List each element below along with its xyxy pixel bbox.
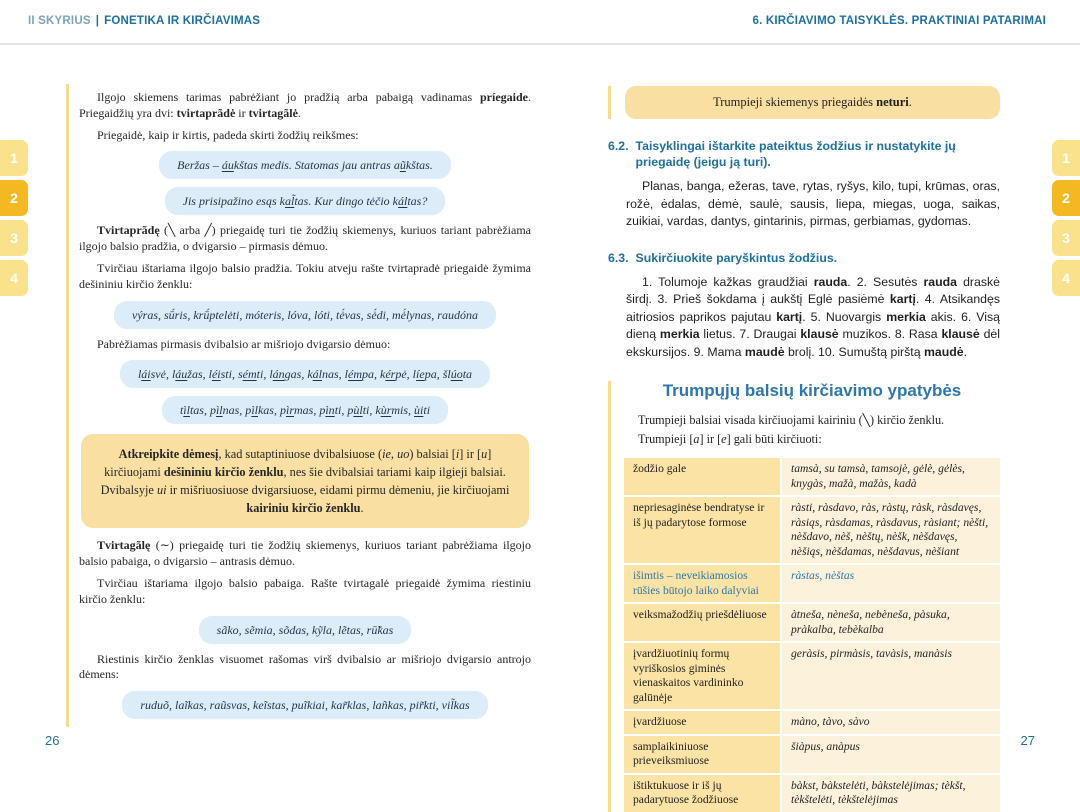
accent-table-examples: tamsà, su tamsà, tamsojè, gėlè, gėlès, knygàs, mažà, mažàs, kadà xyxy=(782,458,1000,495)
short-vowels-rule-2: Trumpieji [a] ir [e] gali būti kirčiuoti: xyxy=(638,432,822,446)
paragraph-circumflex-rule: Riestinis kirčio ženklas visuomet rašomas virš dvibalsio ar mišriojo dvigarsio antrojo dėmens: xyxy=(79,651,531,682)
example-box-grave-diphthongs: tìltas, pìlnas, pìlkas, pìrmas, pìnti, pùlti, kùrmis, ùiti xyxy=(162,396,448,424)
accent-table-row xyxy=(624,565,1000,602)
accent-table-row xyxy=(624,643,1000,709)
attention-note-box: Atkreipkite dėmesį, kad sutaptiniuose dvibalsiuose (ie, uo) balsiai [i] ir [u] kirčiuojami dešininiu kirčio ženklu, nes šie dvibalsiai tariami kaip ilgieji balsiai. Dvibalsyje ui ir mišriuosiuose dvigarsiuose, eidami pirmu dėmeniu, jie kirčiuojami kairiniu kirčio ženklu. xyxy=(81,434,529,528)
accent-table-case-label: samplaikiniuose prieveiksmiuose xyxy=(624,736,780,773)
exercise-6-3 xyxy=(608,250,1000,362)
breadcrumb-separator: | xyxy=(95,15,100,27)
example-box-circumflex-words: sãko, sẽmia, sõdas, kỹla, lẽtas, rū̃kas xyxy=(199,616,412,644)
short-vowels-section xyxy=(608,381,1000,812)
section-tab-4: 4 xyxy=(0,260,28,296)
accent-table-row xyxy=(624,497,1000,563)
section-tab-2: 2 xyxy=(0,180,28,216)
exercise-6-2-word-list: Planas, banga, ežeras, tave, rytas, ryšys, kilo, tupi, krūmas, oras, rožė, ėdalas, dėmė, saulė, sausis, liepa, miegas, uoga, saikas, zuikiai, vardas, dantys, gintarinis, pirmas, gerbiamas, gydomas. xyxy=(626,179,1000,228)
example-box-kaltas: Jis prisipažino esąs kal̃tas. Kur dingo tėčio káltas? xyxy=(165,187,446,215)
paragraph-tvirtaprade-mark: Tvirčiau ištariama ilgojo balsio pradžia. Tokiu atveju rašte tvirtapradė priegaidė žymima dešininiu kirčio ženklu: xyxy=(79,260,531,291)
exercise-6-2 xyxy=(608,138,1000,231)
exercise-6-2-number: 6.2. xyxy=(608,139,629,153)
exercise-6-2-title: Taisyklingai ištarkite pateiktus žodžius ir nustatykite jų priegaidę (jeigu ją turi). xyxy=(635,139,956,169)
accent-table-examples: ràstas, nèštas xyxy=(782,565,1000,602)
short-vowels-rule-1: Trumpieji balsiai visada kirčiuojami kairiniu (╲) kirčio ženklu. xyxy=(638,413,945,427)
page-number-right: 27 xyxy=(1020,733,1035,748)
example-box-aukstas: Beržas – áukštas medis. Statomas jau antras aũkštas. xyxy=(159,151,451,179)
accent-table-examples: àtneša, nèneša, nebèneša, pàsuka, pràkalba, tebèkalba xyxy=(782,604,1000,641)
section-tab-1: 1 xyxy=(1052,140,1080,176)
section-tab-2: 2 xyxy=(1052,180,1080,216)
accent-table-row xyxy=(624,458,1000,495)
page-number-left: 26 xyxy=(45,733,60,748)
accent-table-row xyxy=(624,775,1000,812)
exercise-6-3-number: 6.3. xyxy=(608,250,629,265)
accent-table-case-label: įvardžiuotinių formų vyriškosios giminės vienaskaitos vardininko galūnėje xyxy=(624,643,780,709)
short-syllables-note-box: Trumpieji skiemenys priegaidės neturi. xyxy=(625,86,1000,119)
accent-table-row xyxy=(624,711,1000,734)
exercise-6-3-sentences: 1. Tolumoje kažkas graudžiai rauda. 2. Sesutės rauda draskė širdį. 3. Prieš šokdama į aukštį Eglė pasiėmė kartį. 4. Atsikandęs aitriosios paprikos pajutau kartį. 5. Nuovargis merkia akis. 6. Visą dieną merkia lietus. 7. Draugai klausė muzikos. 8. Rasa klausė dėl ekskursijos. 9. Mama maudė brolį. 10. Sumuštą pirštą maudė. xyxy=(626,274,1000,359)
page-header xyxy=(0,0,1080,45)
paragraph-tvirtagale-definition: Tvirtagãlę (∼) priegaidę turi tie žodžių skiemenys, kuriuos tariant pabrėžiama ilgojo balsio pabaiga, o dvigarsio – antrasis dėmuo. xyxy=(79,538,531,569)
left-page-content xyxy=(66,84,531,727)
example-box-circumflex-diphthongs: ruduõ, laĩkas, raũsvas, keĩstas, puĩkiai, kar̃klas, lañkas, pir̃kti, vil̃kas xyxy=(122,691,487,719)
paragraph-priegaide-intro: Ilgojo skiemens tarimas pabrėžiant jo pradžią arba pabaigą vadinamas príegaide. Priegaidžių yra dvi: tvirtaprãdė ir tvirtagãlė. xyxy=(79,90,531,120)
accent-table-examples: màno, tàvo, sàvo xyxy=(782,711,1000,734)
accent-table-case-label: ištiktukuose ir iš jų padarytuose žodžiuose xyxy=(624,775,780,812)
accent-table-case-label: įvardžiuose xyxy=(624,711,780,734)
accent-table-row xyxy=(624,736,1000,773)
paragraph-first-component: Pabrėžiamas pirmasis dvibalsio ar mišriojo dvigarsio dėmuo: xyxy=(97,336,391,351)
accent-table-row xyxy=(624,604,1000,641)
example-box-acute-words: výras, sū́ris, krū́ptelėti, móteris, lóva, lóti, tė́vas, sė́di, mė́lynas, raudóna xyxy=(114,301,496,329)
section-title-header: 6. KIRČIAVIMO TAISYKLĖS. PRAKTINIAI PATARIMAI xyxy=(752,15,1046,27)
chapter-title: FONETIKA IR KIRČIAVIMAS xyxy=(104,15,261,27)
accent-table-case-label: nepriesaginėse bendratyse ir iš jų padarytose formose xyxy=(624,497,780,563)
section-tab-3: 3 xyxy=(0,220,28,256)
paragraph-tvirtaprade-definition: Tvirtaprãdę (╲ arba ╱) priegaidę turi tie žodžių skiemenys, kuriuos tariant pabrėžiama ilgojo balsio pradžia, o dvigarsio – pirmasis dėmuo. xyxy=(79,223,531,254)
accent-table-case-label: veiksmažodžių priešdėliuose xyxy=(624,604,780,641)
left-edge-section-tabs xyxy=(0,140,28,296)
accent-table-examples: ràsti, ràsdavo, ràs, ràstų, ràsk, ràsdavęs, ràsiąs, ràsdamas, ràsdavus, ràsiant; nèšti, nèšdavo, nèš, nèštų, nèšk, nèšdavęs, nèšiąs, nèšdamas, nèšdavus, nèšiant xyxy=(782,497,1000,563)
section-tab-1: 1 xyxy=(0,140,28,176)
section-tab-4: 4 xyxy=(1052,260,1080,296)
accent-table-examples: geràsis, pirmàsis, tavàsis, manàsis xyxy=(782,643,1000,709)
section-heading-short-vowels: Trumpųjų balsių kirčiavimo ypatybės xyxy=(662,381,962,400)
right-edge-section-tabs xyxy=(1052,140,1080,296)
top-note-section xyxy=(608,86,1000,119)
paragraph-priegaide-function: Priegaidė, kaip ir kirtis, padeda skirti žodžių reikšmes: xyxy=(97,127,359,142)
exercise-6-3-title: Sukirčiuokite paryškintus žodžius. xyxy=(635,250,838,265)
example-box-acute-diphthongs: láisvė, láužas, léisti, sémti, lángas, kálnas, lémpa, kérpė, líepa, šlúota xyxy=(120,360,490,388)
short-vowel-accent-table xyxy=(624,458,1000,812)
chapter-breadcrumb xyxy=(28,15,260,27)
accent-table-examples: šiàpus, anàpus xyxy=(782,736,1000,773)
chapter-number: II SKYRIUS xyxy=(28,15,91,27)
section-tab-3: 3 xyxy=(1052,220,1080,256)
accent-table-case-label: išimtis – neveikiamosios rūšies būtojo laiko dalyviai xyxy=(624,565,780,602)
paragraph-tvirtagale-mark: Tvirčiau ištariama ilgojo balsio pabaiga. Rašte tvirtagalė priegaidė žymima riestiniu kirčio ženklu: xyxy=(79,575,531,606)
accent-table-examples: bàkst, bàkstelėti, bàkstelėjimas; tèkšt, tèkštelėti, tèkštelėjimas xyxy=(782,775,1000,812)
accent-table-case-label: žodžio gale xyxy=(624,458,780,495)
right-page-content xyxy=(608,86,1000,812)
exercise-6-2-heading xyxy=(608,138,1000,170)
exercise-6-3-heading xyxy=(608,250,1000,266)
